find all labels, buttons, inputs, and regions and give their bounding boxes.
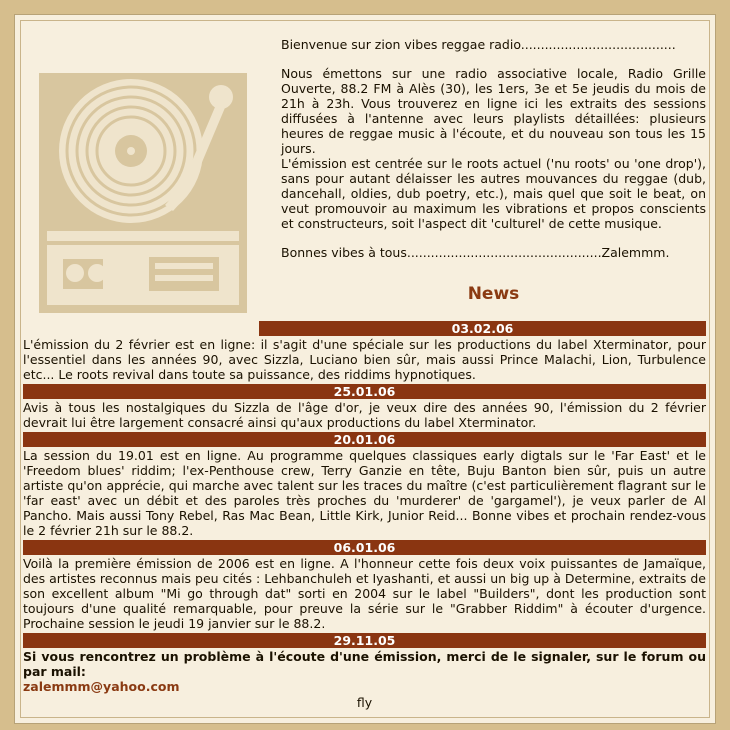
signoff-text: Bonnes vibes à tous.................................................Zalemmm. <box>281 245 670 260</box>
news-date-2: 25.01.06 <box>23 384 706 399</box>
intro-paragraph-2: L'émission est centrée sur le roots actuel ('nu roots' ou 'one drop'), sans pour autant délaisser les autres mouvances du reggae (dub, dancehall, oldies, dub poetry, etc.), mais quel que soit le beat, on veut promouvoir au maximum les vibrations et propos conscients et constructeurs, soit l'aspect dit 'culturel' de cette musique. <box>281 156 706 231</box>
email-link[interactable]: zalemmm@yahoo.com <box>23 679 180 694</box>
news-date-4: 06.01.06 <box>23 540 706 555</box>
turntable-illustration <box>39 73 247 313</box>
news-entry-4: Voilà la première émission de 2006 est en ligne. A l'honneur cette fois deux voix puissantes de Jamaïque, des artistes reconnus mais peu cités : Lehbanchuleh et Iyashanti, et aussi un big up à Determine, extraits de son excellent album "Mi go through dat" sorti en 2004 sur le label "Builders", dont les production sont toujours d'une qualité remarquable, pour preuve la série sur le "Grabber Riddim" à écouter d'urgence. Prochaine session le jeudi 19 janvier sur le 88.2. <box>23 556 706 631</box>
news-entry-3: La session du 19.01 est en ligne. Au programme quelques classiques early digtals sur le 'Far East' et le 'Freedom blues' riddim; l'ex-Penthouse crew, Terry Ganzie en tête, Buju Banton bien sûr, puis un autre artiste qu'on apprécie, qui marche avec talent sur les traces du maître (c'est particulièrement flagrant sur le 'far east' avec un débit et des paroles très proches du 'murderer' de 'gargamel'), je veux parler de Al Pancho. Mais aussi Tony Rebel, Ras Mac Bean, Little Kirk, Junior Reid... Bonne vibes et prochain rendez-vous le 2 février 21h sur le 88.2. <box>23 448 706 538</box>
news-title: News <box>467 284 520 304</box>
turntable-icon <box>39 73 247 313</box>
news-date-1: 03.02.06 <box>259 321 706 336</box>
news-date-3: 20.01.06 <box>23 432 706 447</box>
news-entry-2: Avis à tous les nostalgiques du Sizzla de l'âge d'or, je veux dire des années 90, l'émission du 2 février devrait lui être largement consacré ainsi qu'aux productions du label Xterminator. <box>23 400 706 430</box>
main-content <box>23 33 706 710</box>
footer-text: fly <box>356 695 373 710</box>
news-entry-1: L'émission du 2 février est en ligne: il s'agit d'une spéciale sur les productions du label Xterminator, pour l'essentiel dans les années 90, avec Sizzla, Luciano bien sûr, mais aussi Prince Malachi, Lion, Turbulence etc... Le roots revival dans toute sa puissance, des riddims hypnotiques. <box>23 337 706 382</box>
intro-paragraph-1: Nous émettons sur une radio associative locale, Radio Grille Ouverte, 88.2 FM à Alès (30), les 1ers, 3e et 5e jeudis du mois de 21h à 23h. Vous trouverez en ligne ici les extraits des sessions diffusées à l'antenne avec leurs playlists détaillées: plusieurs heures de reggae music à l'écoute, et du nouveau son tous les 15 jours. <box>281 66 706 156</box>
news-date-5: 29.11.05 <box>23 633 706 648</box>
page-frame <box>14 14 716 724</box>
welcome-text: Bienvenue sur zion vibes reggae radio....................................... <box>281 37 676 52</box>
contact-text: Si vous rencontrez un problème à l'écoute d'une émission, merci de le signaler, sur le forum ou par mail: <box>23 649 706 679</box>
